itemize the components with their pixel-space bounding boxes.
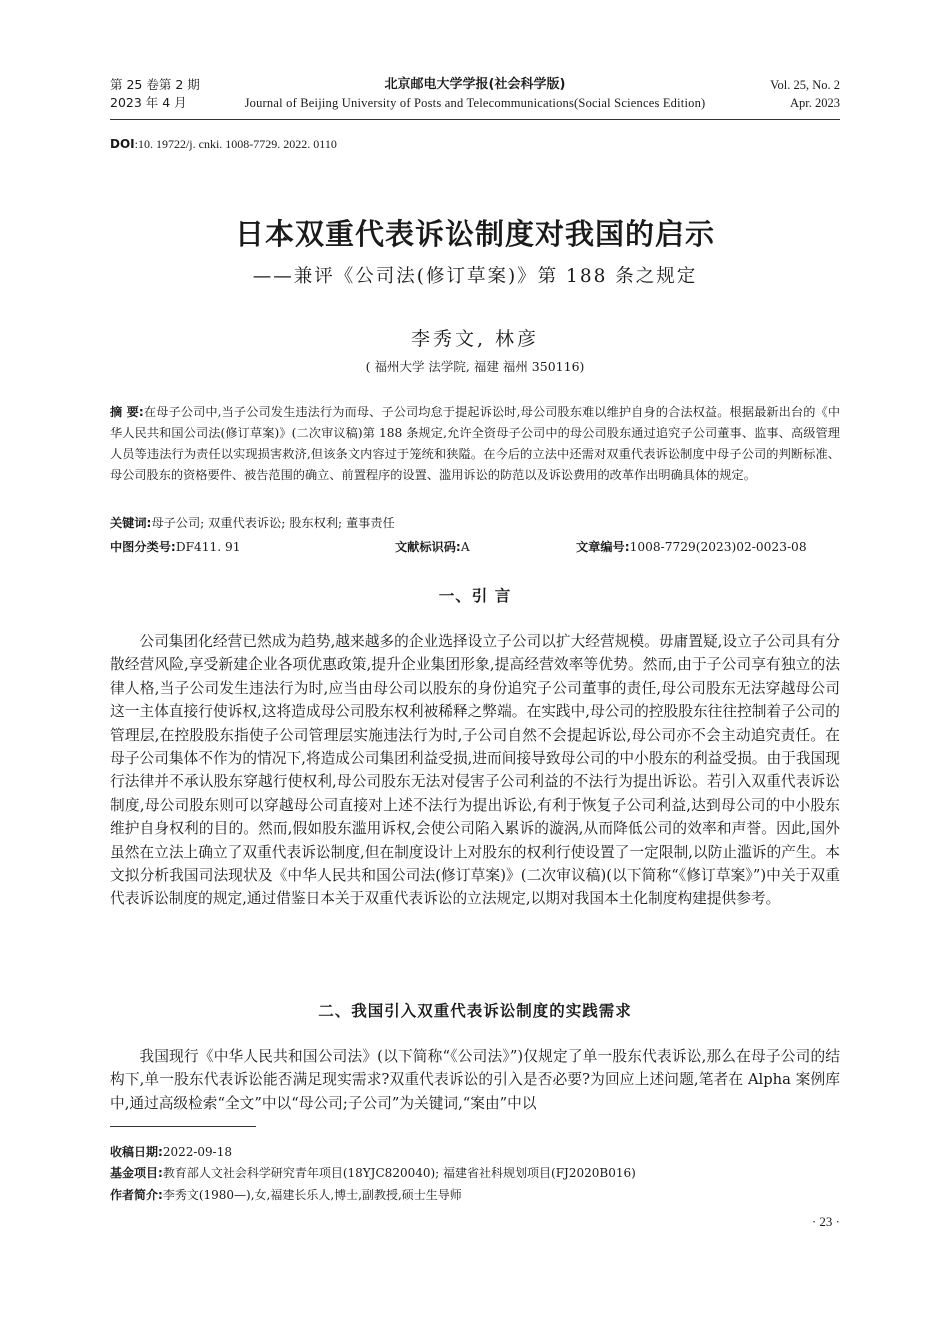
author-value: 李秀文(1980—),女,福建长乐人,博士,副教授,硕士生导师 [162, 1188, 462, 1202]
footnote-rule [110, 1126, 256, 1127]
clc-code [110, 538, 241, 555]
author-affiliation: ( 福州大学 法学院, 福建 福州 350116) [365, 359, 585, 374]
header-issue: 第 25 卷第 2 期 [110, 77, 200, 92]
fund-value: 教育部人文社会科学研究青年项目(18YJC820040); 福建省社科规划项目(FJ2020B016) [162, 1166, 636, 1180]
header-vol-no: Vol. 25, No. 2 [770, 78, 840, 92]
article-number [576, 538, 807, 555]
footnote-author [110, 1186, 462, 1203]
doi-value: :10. 19722/j. cnki. 1008-7729. 2022. 0110 [134, 137, 337, 151]
received-value: 2022-09-18 [162, 1145, 232, 1159]
section-heading-needs: 二、我国引入双重代表诉讼制度的实践需求 [318, 1002, 632, 1020]
footnote-received [110, 1143, 232, 1160]
keywords-label: 关键词: [110, 516, 152, 530]
header-date: 2023 年 4 月 [110, 95, 187, 110]
doi-line [110, 137, 337, 152]
header-journal-en: Journal of Beijing University of Posts and Telecommunications(Social Sciences Edition) [244, 96, 706, 110]
clc-value: DF411. 91 [175, 540, 241, 554]
art-value: 1008-7729(2023)02-0023-08 [629, 540, 807, 554]
header-volume-info [110, 76, 200, 112]
header-month: Apr. 2023 [790, 96, 840, 110]
doc-value: A [460, 540, 470, 554]
clc-label: 中图分类号: [110, 540, 176, 554]
header-journal-cn: 北京邮电大学学报(社会科学版) [384, 77, 566, 92]
article-title: 日本双重代表诉讼制度对我国的启示 [234, 217, 715, 251]
abstract-label: 摘 要: [110, 405, 144, 419]
doc-label: 文献标识码: [395, 540, 461, 554]
document-code [395, 538, 470, 555]
section-needs-paragraph: 我国现行《中华人民共和国公司法》(以下简称“《公司法》”)仅规定了单一股东代表诉讼,那么在母子公司的结构下,单一股东代表诉讼能否满足现实需求?双重代表诉讼的引入是否必要?为回应上述问题,笔者在 Alpha 案例库中,通过高级检索“全文”中以“母公司;子公司”为关键词,“案由”中以 [110, 1048, 840, 1112]
author-label: 作者简介: [110, 1188, 163, 1202]
header-rule [110, 119, 840, 120]
header-volume-en [770, 76, 840, 112]
keywords [110, 514, 840, 531]
abstract [110, 402, 840, 486]
keywords-text: 母子公司; 双重代表诉讼; 股东权利; 董事责任 [151, 516, 395, 530]
page-number: · 23 · [811, 1214, 840, 1229]
doi-label: DOI [110, 137, 135, 151]
header-journal-name [220, 76, 730, 112]
article-authors: 李秀文, 林彦 [410, 328, 540, 350]
section-intro-paragraph: 公司集团化经营已然成为趋势,越来越多的企业选择设立子公司以扩大经营规模。毋庸置疑,设立子公司具有分散经营风险,享受新建企业各项优惠政策,提升企业集团形象,提高经营效率等优势。然而,由于子公司享有独立的法律人格,当子公司发生违法行为时,应当由母公司以股东的身份追究子公司董事的责任,母公司股东无法穿越母公司这一主体直接行使诉权,这将造成母公司股东权利被稀释之弊端。在实践中,母公司的控股股东往往控制着子公司的管理层,在控股股东指使子公司管理层实施违法行为时,子公司自然不会提起诉讼,母公司亦不会主动追究责任。在母子公司集体不作为的情况下,将造成公司集团利益受损,进而间接导致母公司的中小股东的利益受损。由于我国现行法律并不承认股东穿越行使权利,母公司股东无法对侵害子公司利益的不法行为提出诉讼。若引入双重代表诉讼制度,母公司股东则可以穿越母公司直接对上述不法行为提出诉讼,有利于恢复子公司利益,达到母公司的中小股东维护自身权利的目的。然而,假如股东滥用诉权,会使公司陷入累诉的漩涡,从而降低公司的效率和声誉。因此,国外虽然在立法上确立了双重代表诉讼制度,但在制度设计上对股东的权利行使设置了一定限制,以防止滥诉的产生。本文拟分析我国司法现状及《中华人民共和国公司法(修订草案)》(二次审议稿)(以下简称“《修订草案》”)中关于双重代表诉讼制度的规定,通过借鉴日本关于双重代表诉讼的立法规定,以期对我国本土化制度构建提供参考。 [110, 633, 840, 908]
fund-label: 基金项目: [110, 1166, 163, 1180]
art-label: 文章编号: [576, 540, 630, 554]
section-heading-intro: 一、引 言 [438, 587, 512, 605]
article-subtitle: ——兼评《公司法(修订草案)》第 188 条之规定 [252, 266, 698, 287]
abstract-text: 在母子公司中,当子公司发生违法行为而母、子公司均怠于提起诉讼时,母公司股东难以维护自身的合法权益。根据最新出台的《中华人民共和国公司法(修订草案)》(二次审议稿)第 188 条规定,允许全资母子公司中的母公司股东通过追究子公司董事、监事、高级管理人员等违法行为责任以实现损害救济,但该条文内容过于笼统和狭隘。在今后的立法中还需对双重代表诉讼制度中母子公司的判断标准、母公司股东的资格要件、被告范围的确立、前置程序的设置、滥用诉讼的防范以及诉讼费用的改革作出明确具体的规定。 [110, 405, 841, 482]
running-header [110, 76, 840, 116]
received-label: 收稿日期: [110, 1145, 163, 1159]
classification-line [110, 538, 840, 558]
footnote-fund [110, 1164, 636, 1181]
